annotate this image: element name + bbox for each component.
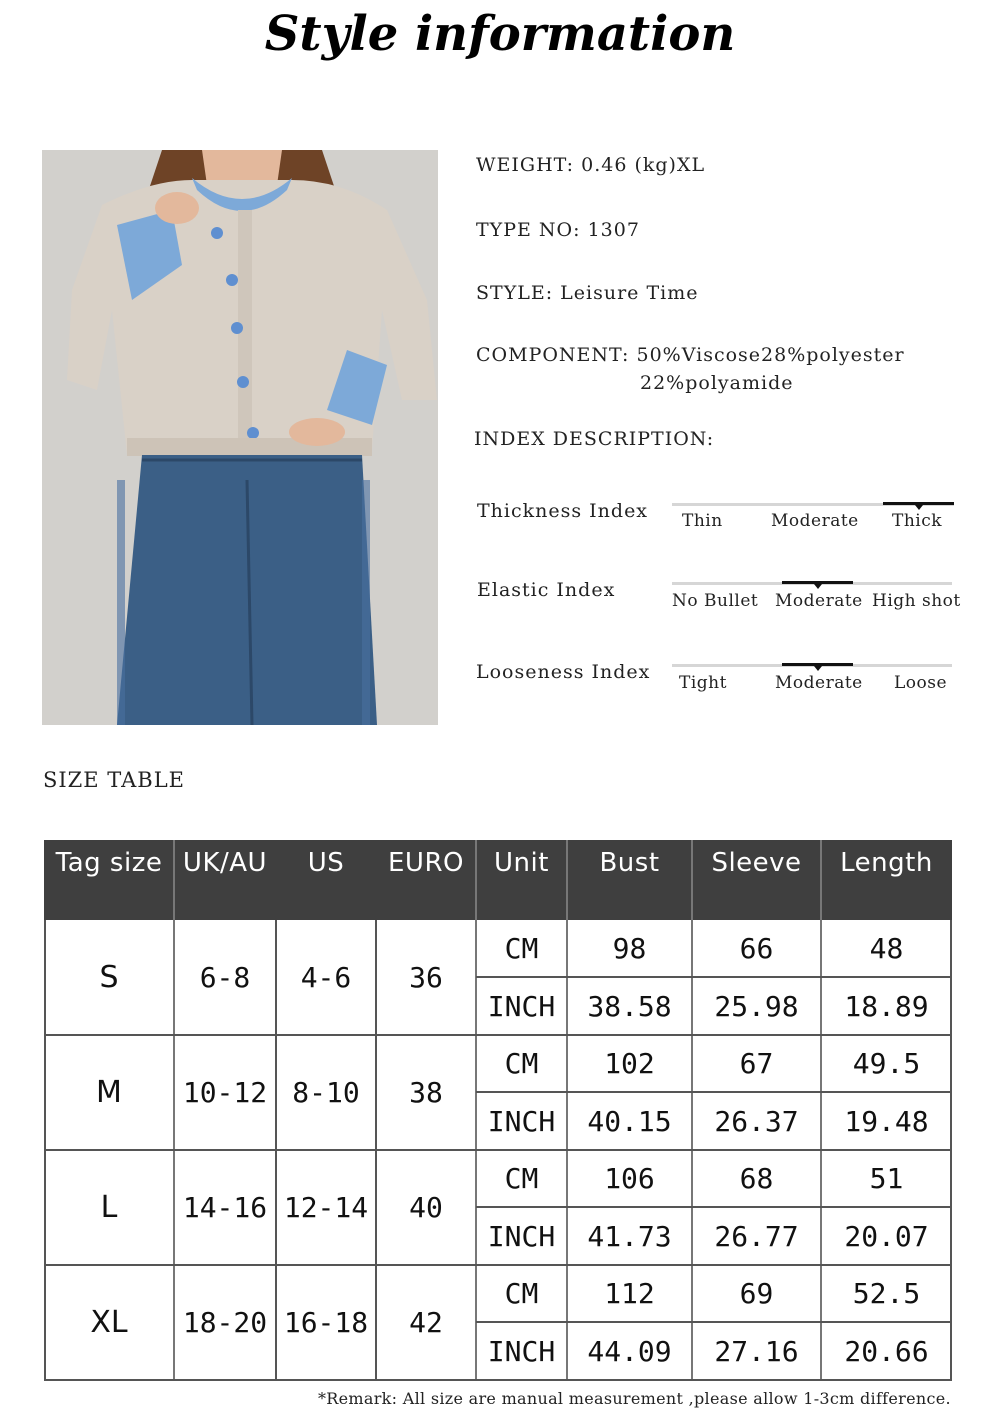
row-s-us: 4-6 (300, 961, 352, 994)
row-s-cm-length: 48 (869, 932, 904, 965)
grid-line (476, 1206, 952, 1208)
row-l-inch-length: 20.07 (844, 1219, 929, 1253)
row-m-euro: 38 (409, 1076, 443, 1109)
row-m-cm-bust: 102 (604, 1047, 655, 1080)
grid-line (173, 840, 175, 1381)
row-l-inch-sleeve: 26.77 (714, 1219, 799, 1253)
row-s-inch-bust: 38.58 (587, 989, 672, 1023)
row-l-tag: L (100, 1190, 118, 1225)
header-uk-au: UK/AU (174, 840, 276, 920)
type-line (476, 219, 640, 241)
thickness-index-marker (915, 505, 923, 510)
row-s-inch-length: 18.89 (844, 989, 929, 1023)
grid-line (475, 840, 477, 1381)
grid-line (691, 840, 693, 1381)
style-label: STYLE: (476, 282, 554, 304)
row-l-us: 12-14 (283, 1191, 369, 1224)
header-sleeve: Sleeve (692, 840, 821, 920)
row-m-inch-length: 19.48 (844, 1104, 929, 1138)
style-line (476, 282, 698, 304)
row-xl-euro: 42 (409, 1306, 443, 1339)
component-line (476, 344, 905, 366)
row-xl-cm-unit: CM (504, 1277, 539, 1310)
row-xl-cm-bust: 112 (604, 1277, 655, 1310)
row-m-inch-sleeve: 26.37 (714, 1104, 799, 1138)
row-s-inch-sleeve: 25.98 (714, 989, 799, 1023)
looseness-index-marker (814, 666, 822, 671)
header-length: Length (821, 840, 952, 920)
type-value: 1307 (587, 219, 640, 241)
row-m-uk: 10-12 (182, 1076, 268, 1109)
type-label: TYPE NO: (476, 219, 581, 241)
looseness-option-tight: Tight (679, 673, 727, 693)
row-s-cm-sleeve: 66 (739, 932, 774, 965)
weight-value: 0.46 (kg)XL (581, 154, 706, 176)
product-photo (42, 150, 438, 725)
page-title: Style information (264, 6, 736, 62)
row-s-inch-unit: INCH (487, 989, 556, 1023)
row-xl-us: 16-18 (283, 1306, 369, 1339)
row-l-inch-bust: 41.73 (587, 1219, 672, 1253)
row-m-cm-unit: CM (504, 1047, 539, 1080)
grid-line (476, 976, 952, 978)
grid-line (476, 1091, 952, 1093)
row-l-cm-bust: 106 (604, 1162, 655, 1195)
looseness-option-loose: Loose (894, 673, 948, 693)
row-s-euro: 36 (409, 961, 443, 994)
elastic-option-moderate: Moderate (775, 591, 863, 611)
row-m-tag: M (96, 1075, 122, 1110)
grid-line (44, 1149, 952, 1151)
row-s-tag: S (99, 960, 119, 995)
header-unit: Unit (476, 840, 567, 920)
header-us: US (276, 840, 376, 920)
grid-line (44, 1034, 952, 1036)
row-l-inch-unit: INCH (487, 1219, 556, 1253)
row-m-us: 8-10 (292, 1076, 360, 1109)
elastic-index-label: Elastic Index (477, 579, 616, 601)
row-l-cm-sleeve: 68 (739, 1162, 774, 1195)
component-value-1: 50%Viscose28%polyester (636, 344, 905, 366)
row-xl-uk: 18-20 (182, 1306, 268, 1339)
index-heading: INDEX DESCRIPTION: (474, 428, 715, 450)
elastic-option-high-shot: High shot (872, 591, 961, 611)
row-s-uk: 6-8 (199, 961, 251, 994)
thickness-option-thick: Thick (892, 511, 943, 531)
row-m-cm-sleeve: 67 (739, 1047, 774, 1080)
grid-line (566, 840, 568, 1381)
size-table-title: SIZE TABLE (43, 768, 186, 792)
component-value-2: 22%polyamide (640, 372, 794, 394)
row-l-euro: 40 (409, 1191, 443, 1224)
row-m-cm-length: 49.5 (852, 1047, 921, 1080)
row-xl-cm-length: 52.5 (852, 1277, 921, 1310)
component-label: COMPONENT: (476, 344, 630, 366)
elastic-option-no-bullet: No Bullet (672, 591, 759, 611)
weight-label: WEIGHT: (476, 154, 575, 176)
thickness-index-label: Thickness Index (477, 500, 649, 522)
remark-note: *Remark: All size are manual measurement ,please allow 1-3cm difference. (318, 1389, 951, 1408)
row-m-inch-unit: INCH (487, 1104, 556, 1138)
looseness-option-moderate: Moderate (775, 673, 863, 693)
row-xl-tag: XL (90, 1305, 128, 1340)
row-l-cm-unit: CM (504, 1162, 539, 1195)
row-xl-inch-unit: INCH (487, 1334, 556, 1368)
row-l-uk: 14-16 (182, 1191, 268, 1224)
weight-line (476, 154, 705, 176)
row-xl-inch-bust: 44.09 (587, 1334, 672, 1368)
size-table (44, 840, 952, 1381)
row-l-cm-length: 51 (869, 1162, 904, 1195)
grid-line (820, 840, 822, 1381)
header-euro: EURO (376, 840, 476, 920)
elastic-index-marker (814, 584, 822, 589)
row-s-cm-unit: CM (504, 932, 539, 965)
row-xl-inch-sleeve: 27.16 (714, 1334, 799, 1368)
row-s-cm-bust: 98 (612, 932, 647, 965)
header-tag-size: Tag size (44, 840, 174, 920)
row-m-inch-bust: 40.15 (587, 1104, 672, 1138)
row-xl-inch-length: 20.66 (844, 1334, 929, 1368)
grid-line (44, 1379, 952, 1381)
grid-line (476, 1321, 952, 1323)
thickness-option-thin: Thin (682, 511, 723, 531)
row-xl-cm-sleeve: 69 (739, 1277, 774, 1310)
grid-line (44, 1264, 952, 1266)
style-value: Leisure Time (560, 282, 699, 304)
looseness-index-label: Looseness Index (476, 661, 651, 683)
header-bust: Bust (567, 840, 692, 920)
thickness-option-moderate: Moderate (771, 511, 859, 531)
